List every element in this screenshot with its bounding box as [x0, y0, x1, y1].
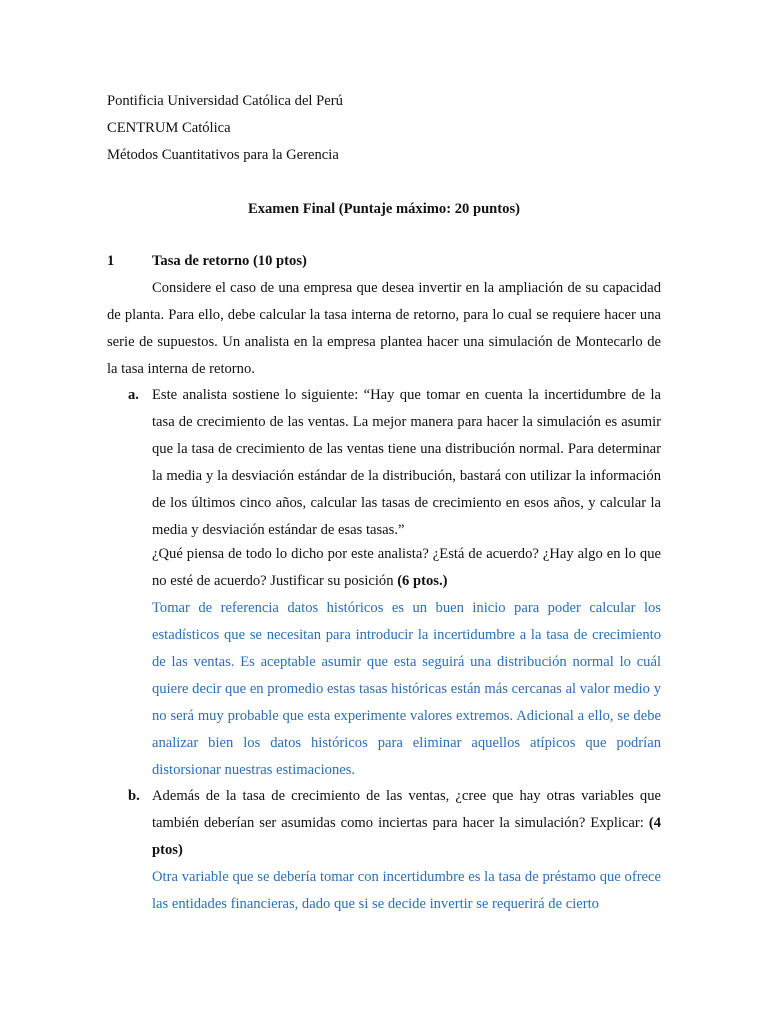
item-a-points: (6 ptos.) [397, 573, 448, 589]
item-a-answer: Tomar de referencia datos históricos es un buen inicio para poder calcular los estadísticos que se necesitan para introducir la incertidumbre a la tasa de crecimiento de las ventas. Es aceptable asumir que esta seguirá una distribución normal lo cuál quiere decir que en promedio estas tasas históricas están más cercanas al valor medio y no será muy probable que esta experimente valores extremos. Adicional a ello, se debe analizar bien los datos históricos para eliminar aquellos atípicos que podrían distorsionar nuestras estimaciones. [152, 600, 661, 778]
section-title: Tasa de retorno (10 ptos) [152, 253, 307, 269]
item-a-label: a. [128, 387, 139, 403]
header-school: CENTRUM Católica [107, 120, 231, 136]
item-b-question [152, 783, 661, 864]
exam-title: Examen Final (Puntaje máximo: 20 puntos) [247, 201, 520, 217]
header-university: Pontificia Universidad Católica del Perú [107, 93, 343, 109]
item-a-statement: Este analista sostiene lo siguiente: “Hay que tomar en cuenta la incertidumbre de la tasa de crecimiento de las ventas. La mejor manera para hacer la simulación es asumir que la tasa de crecimiento de las ventas tiene una distribución normal. Para determinar la media y la desviación estándar de la distribución, bastará con utilizar la información de los últimos cinco años, calcular las tasas de crecimiento en esos años, y calcular la media y desviación estándar de esas tasas.” [152, 387, 661, 538]
item-b-label: b. [128, 788, 140, 804]
item-a-question [152, 541, 661, 595]
item-b-answer: Otra variable que se debería tomar con incertidumbre es la tasa de préstamo que ofrece las entidades financieras, dado que si se decide invertir se requerirá de cierto [152, 869, 661, 912]
section-number: 1 [107, 253, 115, 269]
item-a-question-text: ¿Qué piensa de todo lo dicho por este analista? ¿Está de acuerdo? ¿Hay algo en lo que no esté de acuerdo? Justificar su posición [152, 546, 661, 589]
section-intro: Considere el caso de una empresa que desea invertir en la ampliación de su capacidad de planta. Para ello, debe calcular la tasa interna de retorno, para lo cual se requiere hacer una serie de supuestos. Un analista en la empresa plantea hacer una simulación de Montecarlo de la tasa interna de retorno. [107, 280, 661, 377]
item-b-points: (4 ptos) [152, 815, 661, 858]
item-b-question-text: Además de la tasa de crecimiento de las ventas, ¿cree que hay otras variables que también deberían ser asumidas como inciertas para hacer la simulación? Explicar: [152, 788, 661, 831]
header-course: Métodos Cuantitativos para la Gerencia [107, 147, 339, 163]
